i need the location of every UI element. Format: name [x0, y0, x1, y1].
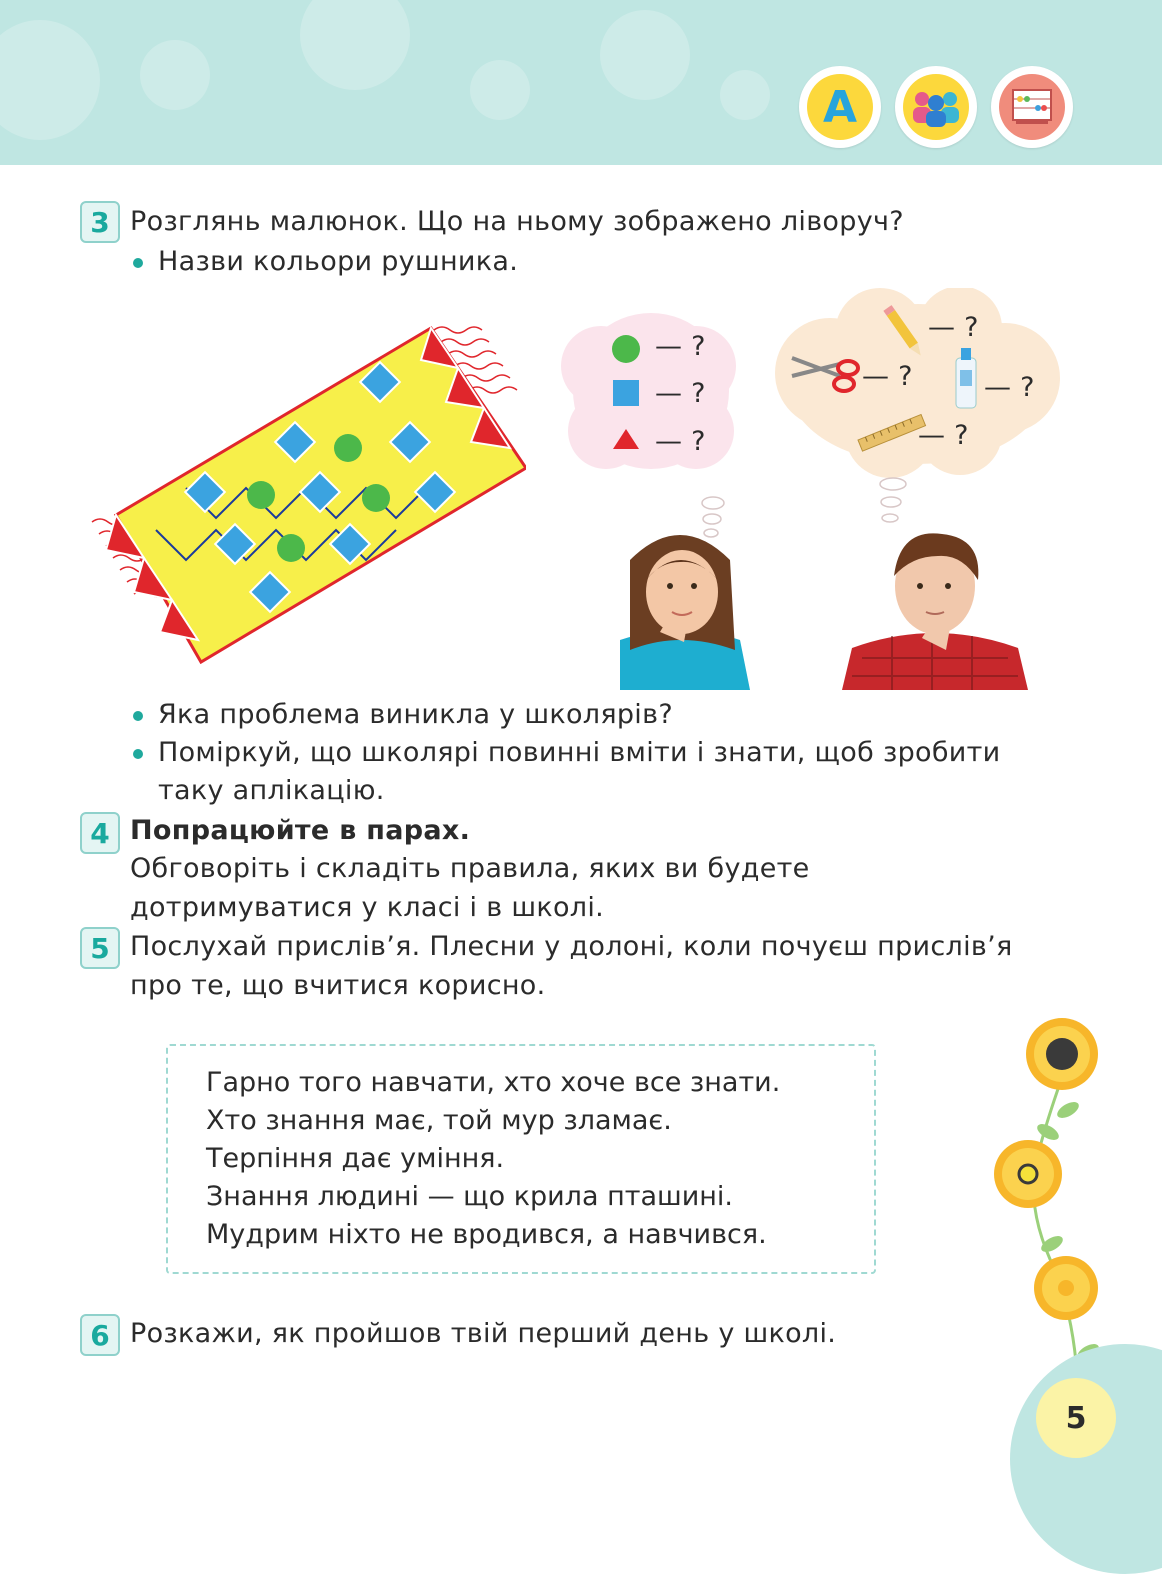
page-number: 5 — [1036, 1378, 1116, 1458]
abacus-icon[interactable] — [991, 66, 1073, 148]
girl-photo — [600, 520, 760, 690]
blue-square-icon — [613, 380, 639, 406]
boy-thought-label-glue: — ? — [984, 372, 1035, 403]
header-bubble — [0, 20, 100, 140]
task-number-4: 4 — [80, 812, 120, 854]
letter-a-icon[interactable] — [799, 66, 881, 148]
girl-thought-label-1: — ? — [655, 331, 706, 362]
task3-bullet-colors: Назви кольори рушника. — [158, 246, 519, 277]
people-group-icon[interactable] — [895, 66, 977, 148]
task4-line2: дотримуватися у класі і в школі. — [130, 892, 605, 923]
letter-a-glyph: A — [822, 81, 858, 133]
header-bubble — [300, 0, 410, 90]
sunflower-icon — [994, 1140, 1062, 1208]
girl-thought-label-2: — ? — [655, 378, 706, 409]
boy-photo — [842, 528, 1028, 690]
header-bubble — [470, 60, 530, 120]
proverb-5: Мудрим ніхто не вродився, а навчився. — [206, 1219, 767, 1250]
task-number-3: 3 — [80, 201, 120, 243]
task-number-5: 5 — [80, 927, 120, 969]
header-bubble — [720, 70, 770, 120]
boy-thought-dots — [876, 476, 910, 528]
page-header — [0, 0, 1162, 165]
proverb-1: Гарно того навчати, хто хоче все знати. — [206, 1067, 781, 1098]
task4-title: Попрацюйте в парах. — [130, 815, 471, 846]
task3-text: Розглянь малюнок. Що на ньому зображено ліворуч? — [130, 206, 904, 237]
green-circle-icon — [612, 335, 640, 363]
task3-bullet-think-line1: Поміркуй, що школярі повинні вміти і знати, щоб зробити — [158, 737, 1001, 768]
proverb-4: Знання людині — що крила пташині. — [206, 1181, 733, 1212]
proverbs-box — [166, 1044, 876, 1274]
boy-thought-label-scissors: — ? — [862, 361, 913, 392]
proverb-2: Хто знання має, той мур зламає. — [206, 1105, 672, 1136]
task4-line1: Обговоріть і складіть правила, яких ви будете — [130, 853, 810, 884]
people-group-glyph — [910, 87, 962, 127]
task5-line2: про те, що вчитися корисно. — [130, 970, 546, 1001]
sunflowers-decoration — [986, 1012, 1116, 1372]
bullet-dot — [133, 749, 143, 759]
boy-thought-label-ruler: — ? — [918, 420, 969, 451]
header-bubble — [600, 10, 690, 100]
task6-text: Розкажи, як пройшов твій перший день у школі. — [130, 1318, 837, 1349]
task3-bullet-think-line2: таку аплікацію. — [158, 775, 385, 806]
task3-bullet-problem: Яка проблема виникла у школярів? — [158, 699, 673, 730]
task-number-6: 6 — [80, 1314, 120, 1356]
bullet-dot — [133, 258, 143, 268]
proverb-3: Терпіння дає уміння. — [206, 1143, 505, 1174]
towel-illustration — [86, 310, 526, 680]
task5-line1: Послухай прислів’я. Плесни у долоні, коли почуєш прислів’я — [130, 931, 1013, 962]
bullet-dot — [133, 711, 143, 721]
abacus-glyph — [1010, 87, 1054, 127]
sunflower-icon — [1034, 1256, 1098, 1320]
boy-thought-label-pencil: — ? — [928, 312, 979, 343]
sunflower-icon — [1026, 1018, 1098, 1090]
girl-thought-cloud — [556, 296, 746, 486]
girl-thought-label-3: — ? — [655, 426, 706, 457]
header-bubble — [140, 40, 210, 110]
